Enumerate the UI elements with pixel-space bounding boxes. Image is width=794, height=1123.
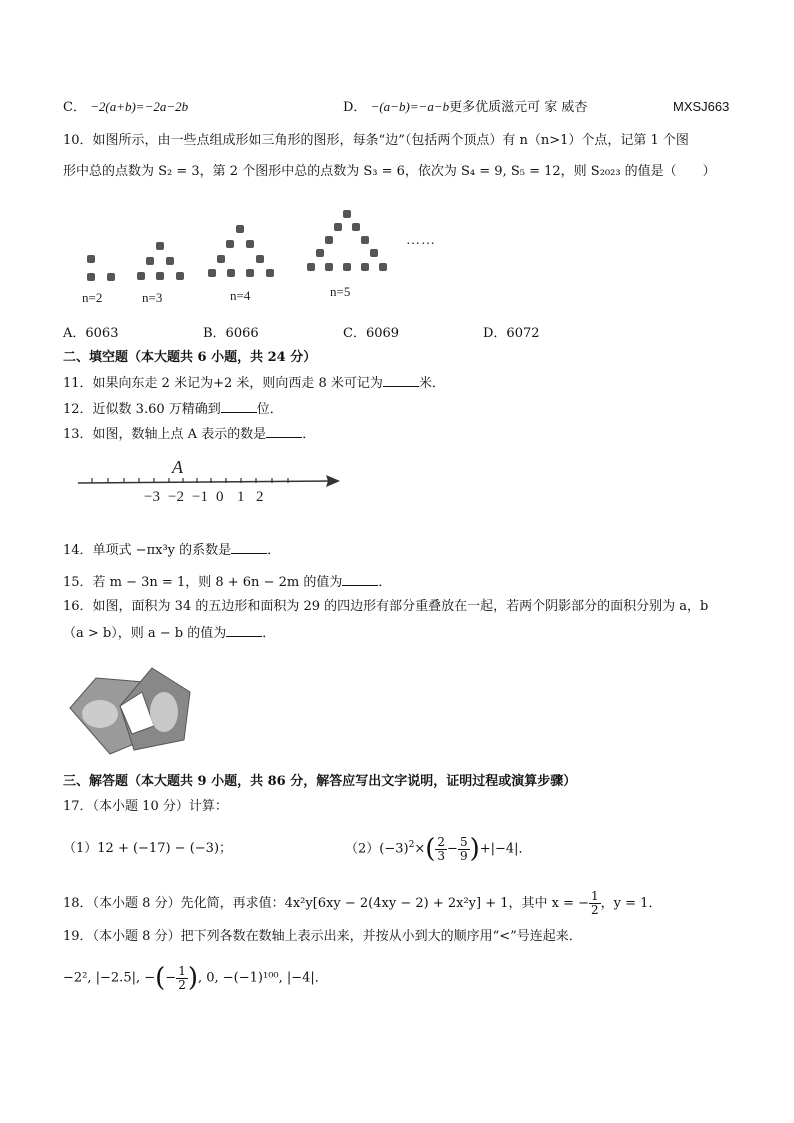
dot <box>166 257 174 265</box>
q14 <box>63 541 280 560</box>
frac-num: 5 <box>459 834 468 849</box>
q15 <box>63 573 391 592</box>
frac-num: 1 <box>178 963 186 978</box>
left-paren: ( <box>425 834 436 864</box>
dot <box>156 272 164 280</box>
dot <box>266 269 274 277</box>
q12-unit: 位． <box>256 402 283 417</box>
q16-shapes-figure <box>66 662 201 760</box>
fraction <box>589 890 601 917</box>
fraction <box>458 836 470 863</box>
q19-list-end: , 0, −(−1)¹⁰⁰, |−4|． <box>197 970 328 986</box>
q10-option-c: C．6069 <box>343 326 400 341</box>
fraction <box>176 965 188 992</box>
frac-num: 2 <box>437 834 446 849</box>
q13 <box>63 425 315 444</box>
figure-label-n5: n=5 <box>330 284 351 299</box>
dot <box>307 263 315 271</box>
q9-option-c-expr: −2(a+b)=−2a−2b <box>90 99 189 114</box>
q10-dot-triangles-figure <box>80 200 480 310</box>
dot <box>217 255 225 263</box>
q10-option-a: A．6063 <box>63 326 119 341</box>
dot <box>361 236 369 244</box>
dot <box>343 263 351 271</box>
fraction <box>435 836 447 863</box>
q12-text: 12．近似数 3.60 万精确到 <box>63 402 221 417</box>
answer-blank[interactable] <box>226 624 262 637</box>
q10-text-line2: 形中总的点数为 S₂ = 3，第 2 个图形中总的点数为 S₃ = 6，依次为 S₄ = 9, S₅ = 12，则 S₂₀₂₃ 的值是（ ） <box>63 164 716 179</box>
answer-blank[interactable] <box>221 400 257 413</box>
q16-line1: 16．如图，面积为 34 的五边形和面积为 29 的四边形有部分重叠放在一起，若两个阴影部分的面积分别为 a，b <box>63 599 709 614</box>
tick-label: −1 <box>192 489 208 505</box>
dot <box>256 255 264 263</box>
q9-option-d-label: D． <box>343 100 367 115</box>
q17-part2: $(2)(-3)^2\times$( $\frac{2}{3}$ − $\frac{5}{9}$ )+|−4|． <box>345 834 532 864</box>
dot <box>379 263 387 271</box>
tick-label: 1 <box>237 489 245 505</box>
number-line-axis <box>78 481 334 483</box>
dot <box>334 223 342 231</box>
answer-blank[interactable] <box>231 541 267 554</box>
q12 <box>63 400 283 419</box>
q10-option-b: B．6066 <box>203 326 259 341</box>
q11 <box>63 374 445 393</box>
dot <box>361 263 369 271</box>
dot <box>325 263 333 271</box>
q18 <box>63 888 661 920</box>
dot <box>246 240 254 248</box>
frac-den: 3 <box>437 848 446 863</box>
figure-ellipsis: …… <box>406 233 436 248</box>
q11-unit: 米． <box>418 376 445 391</box>
frac-den: 2 <box>591 903 599 917</box>
q10-option-d: D．6072 <box>483 326 540 341</box>
q17-part2-exp: 2 <box>408 840 415 851</box>
dot <box>370 249 378 257</box>
q19-list-start: −2², |−2.5|, − <box>63 970 156 986</box>
dot <box>107 273 115 281</box>
answer-blank[interactable] <box>383 374 419 387</box>
number-line-arrow <box>326 475 340 487</box>
dot <box>325 236 333 244</box>
q10-text-line1: 10．如图所示，由一些点组成形如三角形的图形，每条“边”（包括两个顶点）有 n（n>1）个点，记第 1 个图 <box>63 133 689 148</box>
dot <box>87 273 95 281</box>
dot <box>176 272 184 280</box>
q19-text: 19．（本小题 8 分）把下列各数在数轴上表示出来，并按从小到大的顺序用“<”号连起来． <box>63 929 582 944</box>
answer-blank[interactable] <box>342 573 378 586</box>
q17-part2-times: × <box>414 841 426 857</box>
q16-text: （a > b），则 a − b 的值为 <box>63 626 227 641</box>
q17-part2-tail: +|−4|． <box>479 841 532 857</box>
q13-end: ． <box>302 427 316 442</box>
dot <box>226 240 234 248</box>
q16-line2 <box>63 624 275 643</box>
dot <box>236 225 244 233</box>
q17-header: 17．（本小题 10 分）计算： <box>63 799 228 814</box>
frac-num: 1 <box>591 889 599 903</box>
q14-text: 14．单项式 −πx³y 的系数是 <box>63 543 232 558</box>
dot <box>137 272 145 280</box>
tick-label: −2 <box>168 489 184 505</box>
tick-label: 0 <box>216 489 224 505</box>
dot <box>352 223 360 231</box>
figure-label-n3: n=3 <box>142 290 163 305</box>
left-paren: ( <box>155 963 166 993</box>
shadow-highlight <box>82 700 118 728</box>
right-paren: ) <box>469 834 480 864</box>
frac-den: 2 <box>178 977 186 992</box>
answer-blank[interactable] <box>266 425 302 438</box>
q9-option-d-extra: 更多优质滋元可 家 威杏 <box>449 100 588 115</box>
tick-label: 2 <box>256 489 264 505</box>
section3-title: 三、解答题（本大题共 9 小题，共 86 分，解答应写出文字说明，证明过程或演算步骤） <box>63 774 577 789</box>
q14-end: ． <box>267 543 281 558</box>
q17-part1: （1）12 + (−17) − (−3)； <box>63 841 233 856</box>
right-paren: ) <box>187 963 198 993</box>
dot <box>208 269 216 277</box>
dot <box>87 255 95 263</box>
figure-label-n2: n=2 <box>82 290 103 305</box>
tick-label: −3 <box>144 489 160 505</box>
q9-option-c <box>63 98 188 117</box>
q15-text: 15．若 m − 3n = 1，则 8 + 6n − 2m 的值为 <box>63 575 343 590</box>
dot <box>246 269 254 277</box>
watermark-code: MXSJ663 <box>673 99 730 114</box>
q9-option-d-expr: −(a−b)=−a−b <box>370 99 450 114</box>
q11-text: 11．如果向东走 2 米记为+2 米，则向西走 8 米可记为 <box>63 376 383 391</box>
q18-tail: ，y = 1． <box>600 896 662 911</box>
point-a-label: A <box>172 457 183 477</box>
dot <box>227 269 235 277</box>
q13-text: 13．如图，数轴上点 A 表示的数是 <box>63 427 267 442</box>
section2-title: 二、填空题（本大题共 6 小题，共 24 分） <box>63 350 317 365</box>
q17-part2-label: （2） <box>345 841 380 857</box>
q18-text: 18．（本小题 8 分）先化简，再求值：4x²y[6xy − 2(4xy − 2) + 2x²y] + 1，其中 x = − <box>63 896 590 911</box>
frac-den: 9 <box>459 848 468 863</box>
q9-option-c-label: C． <box>63 100 86 115</box>
q17-part2-base: (−3) <box>379 841 409 857</box>
q19-list: −2², |−2.5|, −(− $\frac{1}{2}$ ), 0, −(−1)¹⁰⁰, |−4|． <box>63 963 328 993</box>
shadow-highlight <box>150 692 178 732</box>
q13-number-line-figure <box>76 455 346 510</box>
q15-end: ． <box>378 575 392 590</box>
figure-label-n4: n=4 <box>230 288 251 303</box>
dot <box>343 210 351 218</box>
dot <box>156 242 164 250</box>
dot <box>316 249 324 257</box>
q16-end: ． <box>262 626 276 641</box>
dot <box>146 257 154 265</box>
q9-option-d <box>343 98 587 117</box>
